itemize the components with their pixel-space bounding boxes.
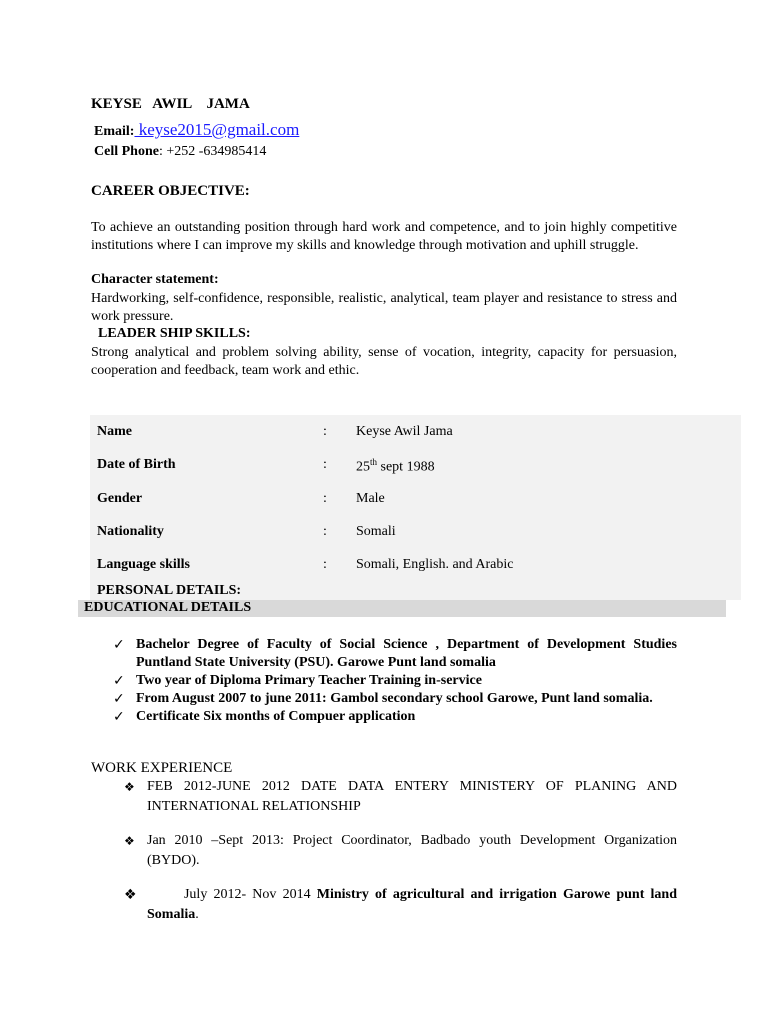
work-item-org: Ministry of agricultural and irrigation Garowe punt land Somalia <box>147 887 681 922</box>
checkmark-icon: ✓ <box>113 673 125 689</box>
education-item-text: Two year of Diploma Primary Teacher Training in-service <box>136 673 482 688</box>
personal-value: Keyse Awil Jama <box>356 424 453 439</box>
personal-label: Date of Birth <box>97 457 176 472</box>
personal-row-name <box>90 424 741 444</box>
personal-label: Language skills <box>97 557 190 572</box>
email-link[interactable]: keyse2015@gmail.com <box>134 120 300 139</box>
character-statement-text: Hardworking, self-confidence, responsible, realistic, analytical, team player and resistance to stress and work pressure. <box>91 291 677 324</box>
educational-details-heading: EDUCATIONAL DETAILS <box>84 600 252 615</box>
personal-label: Name <box>97 424 132 439</box>
personal-row-language <box>90 557 741 577</box>
leadership-skills-heading: LEADER SHIP SKILLS: <box>98 326 251 341</box>
work-item-text: Jan 2010 –Sept 2013: Project Coordinator, Badbado youth Development Organization (BYDO). <box>147 833 677 868</box>
personal-details-table <box>90 415 741 600</box>
personal-value <box>356 457 435 476</box>
education-list <box>113 636 677 726</box>
personal-details-heading: PERSONAL DETAILS: <box>97 583 242 598</box>
diamond-bullet-icon: ❖ <box>124 834 135 848</box>
list-item <box>113 672 677 690</box>
personal-value: Somali, English. and Arabic <box>356 557 514 572</box>
diamond-bullet-icon: ❖ <box>124 780 135 794</box>
dob-suffix: th <box>370 457 378 467</box>
phone-value: : +252 -634985414 <box>158 144 267 159</box>
phone-row <box>94 144 266 160</box>
work-item-text <box>147 885 681 925</box>
education-item-text: From August 2007 to june 2011: Gambol secondary school Garowe, Punt land somalia. <box>136 691 653 706</box>
personal-row-gender <box>90 491 741 511</box>
email-label: Email: <box>94 124 135 139</box>
personal-label: Gender <box>97 491 143 506</box>
checkmark-icon: ✓ <box>113 691 125 707</box>
career-objective-text: To achieve an outstanding position through hard work and competence, and to join highly competitive institutions where I can improve my skills and knowledge through motivation and uphill struggle. <box>91 220 677 253</box>
education-item-text: Certificate Six months of Compuer application <box>136 709 416 724</box>
checkmark-icon: ✓ <box>113 709 125 725</box>
personal-value: Somali <box>356 524 396 539</box>
leadership-skills-text: Strong analytical and problem solving ability, sense of vocation, integrity, capacity for persuasion, cooperation and feedback, team work and ethic. <box>91 345 677 378</box>
email-row <box>94 120 299 140</box>
work-item-dates: July 2012- Nov 2014 <box>147 887 317 902</box>
personal-row-nationality <box>90 524 741 544</box>
dob-rest: sept 1988 <box>377 459 435 475</box>
candidate-name: KEYSE AWIL JAMA <box>91 96 250 112</box>
work-item-end: . <box>195 907 199 922</box>
personal-colon: : <box>323 491 327 506</box>
personal-colon: : <box>323 457 327 472</box>
character-statement-heading: Character statement: <box>91 272 219 287</box>
personal-colon: : <box>323 424 327 439</box>
personal-colon: : <box>323 557 327 572</box>
list-item <box>113 690 677 708</box>
work-item-text: FEB 2012-JUNE 2012 DATE DATA ENTERY MINISTERY OF PLANING AND INTERNATIONAL RELATIONSHIP <box>147 779 677 814</box>
personal-label: Nationality <box>97 524 164 539</box>
education-item-text: Bachelor Degree of Faculty of Social Science , Department of Development Studies Puntland State University (PSU). Garowe Punt land somalia <box>136 637 677 670</box>
checkmark-icon: ✓ <box>113 637 125 653</box>
phone-label: Cell Phone <box>94 144 159 159</box>
personal-value: Male <box>356 491 385 506</box>
work-experience-heading: WORK EXPERIENCE <box>91 760 233 776</box>
educational-details-bar <box>78 600 726 617</box>
personal-row-dob <box>90 457 741 477</box>
diamond-bullet-icon: ❖ <box>124 887 137 903</box>
list-item <box>113 636 677 672</box>
career-objective-heading: CAREER OBJECTIVE: <box>91 183 250 199</box>
dob-day: 25 <box>356 459 370 475</box>
list-item <box>113 708 677 726</box>
personal-colon: : <box>323 524 327 539</box>
